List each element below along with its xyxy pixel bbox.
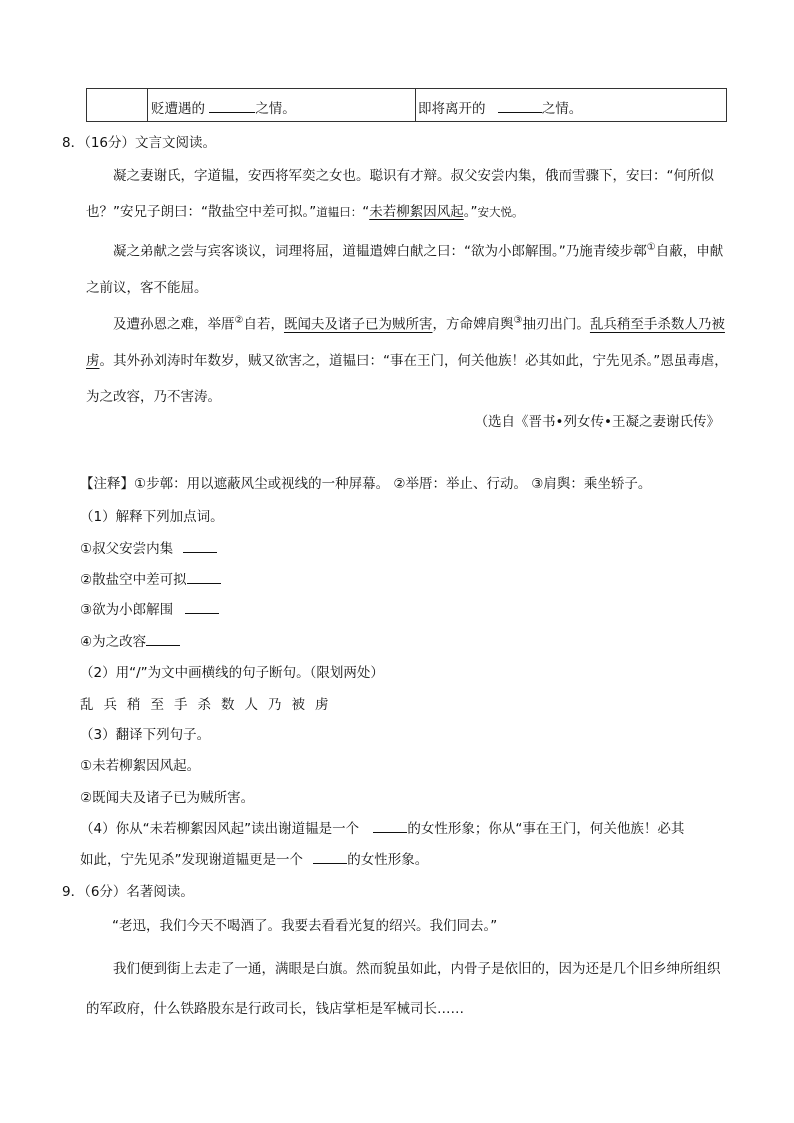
sub-question-2: （2）用“/”为文中画横线的句子断句。（限划两处） bbox=[80, 665, 384, 681]
table-divider bbox=[415, 89, 416, 121]
table-divider bbox=[147, 89, 148, 121]
fill-blank[interactable] bbox=[373, 820, 407, 833]
answer-table bbox=[86, 88, 727, 122]
fill-blank[interactable] bbox=[498, 100, 542, 113]
fill-blank[interactable] bbox=[209, 100, 255, 113]
word-item: ③欲为小郎解围 bbox=[80, 598, 219, 618]
fill-blank[interactable] bbox=[146, 633, 180, 646]
sub-question-1: （1）解释下列加点词。 bbox=[80, 509, 224, 525]
translation-item: ①未若柳絮因风起。 bbox=[80, 758, 201, 774]
table-cell-2: 即将离开的 之情。 bbox=[418, 101, 583, 117]
question-8-header: 8．（16分）文言文阅读。 bbox=[62, 135, 217, 151]
fill-blank[interactable] bbox=[183, 540, 217, 553]
passage-paragraph-3: 及遭孙恩之难，举厝②自若，既闻夫及诸子已为贼所害，方命婢肩舆③抽刃出门。乱兵稍至手杀数人乃被虏。其外孙刘涛时年数岁，贼又欲害之，道韫曰：“事在王门，何关他族！必其如此，宁先见杀。”恩虽毒虐，为之改容，乃不害涛。 bbox=[86, 315, 728, 405]
fill-blank[interactable] bbox=[187, 571, 221, 584]
sub-question-4: （4）你从“未若柳絮因风起”读出谢道韫是一个 的女性形象；你从“事在王门，何关他族！必其 bbox=[80, 821, 685, 837]
underlined-sentence: 乱兵稍至手杀数人乃被虏 bbox=[86, 316, 725, 369]
footnote-marker: ① bbox=[646, 242, 656, 253]
passage-paragraph-4: 我们便到街上去走了一通，满眼是白旗。然而貌虽如此，内骨子是依旧的，因为还是几个旧乡绅所组织的军政府，什么铁路股东是行政司长，钱店掌柜是军械司长…… bbox=[86, 961, 721, 1017]
footnote-marker: ② bbox=[234, 315, 244, 326]
passage-paragraph-1: 凝之妻谢氏，字道韫，安西将军奕之女也。聪识有才辩。叔父安尝内集，俄而雪骤下，安曰：“何所似也？”安兄子朗曰：“散盐空中差可拟。”道韫曰：“未若柳絮因风起。”安大悦。 bbox=[86, 168, 714, 220]
fill-blank[interactable] bbox=[313, 851, 347, 864]
sub-question-3: （3）翻译下列句子。 bbox=[80, 727, 211, 743]
footnote-marker: ③ bbox=[513, 315, 523, 326]
annotation-notes: 【注释】①步鄣：用以遮蔽风尘或视线的一种屏幕。 ②举厝：举止、行动。 ③肩舆：乘坐轿子。 bbox=[80, 476, 652, 492]
underlined-sentence: 既闻夫及诸子已为贼所害 bbox=[283, 316, 433, 333]
word-item: ④为之改容 bbox=[80, 630, 180, 650]
sentence-to-punctuate: 乱兵稍至手杀数人乃被虏 bbox=[80, 697, 339, 713]
translation-item: ②既闻夫及诸子已为贼所害。 bbox=[80, 790, 255, 806]
question-9-header: 9．（6分）名著阅读。 bbox=[62, 884, 194, 900]
passage-source: （选自《晋书•列女传•王凝之妻谢氏传》 bbox=[474, 414, 720, 430]
word-item: ①叔父安尝内集 bbox=[80, 537, 217, 557]
quote-line: “老迅，我们今天不喝酒了。我要去看看光复的绍兴。我们同去。” bbox=[112, 918, 498, 934]
table-cell-1: 贬遭遇的 之情。 bbox=[151, 101, 296, 117]
fill-blank[interactable] bbox=[185, 601, 219, 614]
sub-question-4-cont: 如此，宁先见杀”发现谢道韫更是一个 的女性形象。 bbox=[80, 852, 429, 868]
passage-paragraph-2: 凝之弟献之尝与宾客谈议，词理将屈，道韫遣婢白献之曰：“欲为小郎解围。”乃施青绫步鄣①自蔽，申献之前议，客不能屈。 bbox=[86, 242, 724, 296]
word-item: ②散盐空中差可拟 bbox=[80, 568, 221, 588]
underlined-phrase: 未若柳絮因风起 bbox=[369, 204, 464, 220]
